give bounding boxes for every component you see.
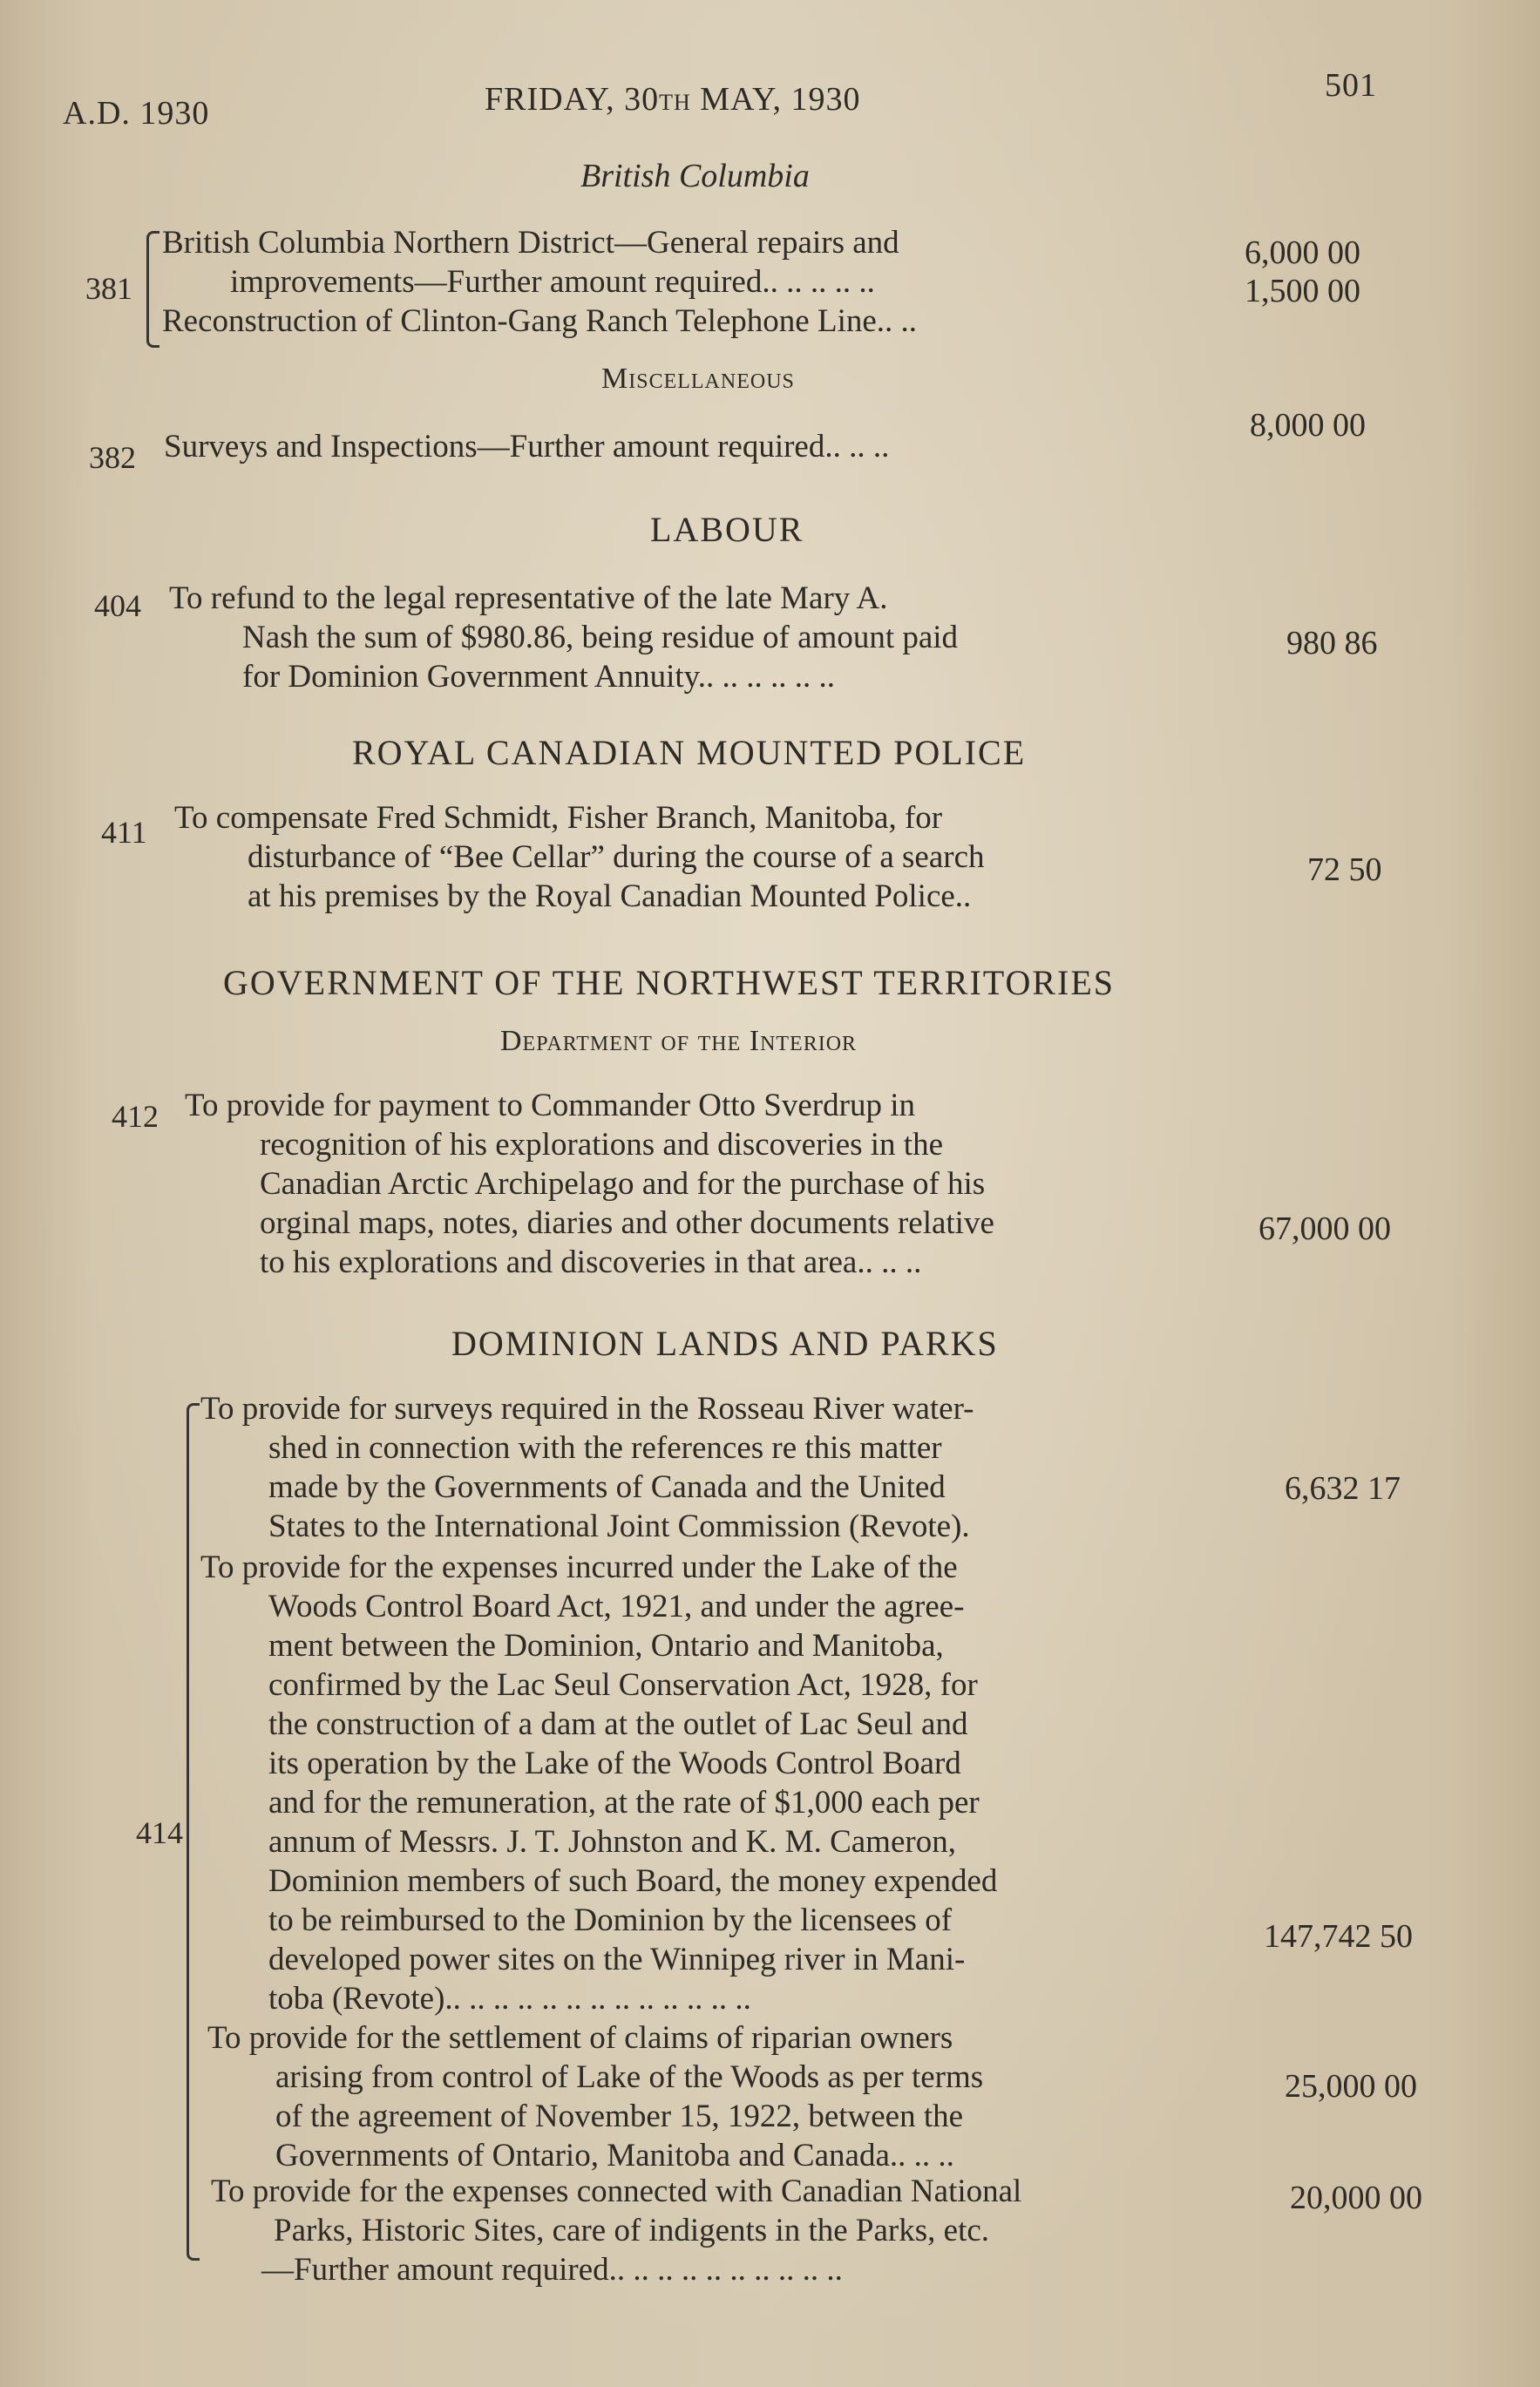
text-line: its operation by the Lake of the Woods Control Board: [268, 1746, 961, 1781]
section-heading-nwt: GOVERNMENT OF THE NORTHWEST TERRITORIES: [223, 963, 1116, 1002]
text-line: shed in connection with the references re this matter: [268, 1430, 942, 1466]
vote-404-text: [169, 579, 958, 696]
text-line: Canadian Arctic Archipelago and for the purchase of his: [260, 1166, 986, 1202]
brace: [187, 1403, 200, 2261]
section-heading-british-columbia: British Columbia: [580, 158, 810, 194]
vote-414-item-4: [211, 2172, 1021, 2289]
text-line: to be reimbursed to the Dominion by the licensees of: [268, 1902, 953, 1938]
amount-414-1: 6,632 17: [1285, 1470, 1401, 1507]
amount-381-b: 1,500 00: [1245, 273, 1360, 309]
text-line: the construction of a dam at the outlet of Lac Seul and: [268, 1706, 968, 1742]
amount-382: 8,000 00: [1250, 407, 1366, 444]
text-line: annum of Messrs. J. T. Johnston and K. M. Cameron,: [268, 1824, 956, 1860]
vote-414-item-1: [200, 1389, 974, 1546]
text-line: of the agreement of November 15, 1922, between the: [275, 2099, 964, 2134]
text-line: To provide for the settlement of claims of riparian owners: [207, 2020, 953, 2056]
text-line: Woods Control Board Act, 1921, and under the agree-: [268, 1589, 965, 1624]
amount-411: 72 50: [1307, 851, 1382, 888]
section-heading-miscellaneous: Miscellaneous: [601, 363, 795, 395]
text-line: To provide for the expenses connected with Canadian National: [211, 2173, 1022, 2209]
text-line: to his explorations and discoveries in that area.. .. ..: [260, 1244, 922, 1280]
text-line: orginal maps, notes, diaries and other documents relative: [260, 1205, 994, 1241]
vote-number-404: 404: [94, 588, 141, 623]
section-heading-labour: LABOUR: [650, 510, 804, 549]
vote-411-text: [174, 798, 985, 916]
text-line: developed power sites on the Winnipeg river in Mani-: [268, 1942, 966, 1977]
text-line: States to the International Joint Commission (Revote).: [268, 1509, 970, 1544]
vote-414-item-2: [200, 1548, 997, 2018]
header-year: A.D. 1930: [63, 95, 210, 132]
text-line: To provide for surveys required in the Rosseau River water-: [200, 1391, 974, 1427]
vote-381-text: [162, 223, 917, 341]
section-heading-rcmp: ROYAL CANADIAN MOUNTED POLICE: [352, 733, 1027, 772]
text-line: Nash the sum of $980.86, being residue of amount paid: [242, 620, 959, 655]
vote-number-412: 412: [112, 1099, 159, 1134]
amount-412: 67,000 00: [1258, 1210, 1391, 1247]
text-line: British Columbia Northern District—General repairs and: [162, 225, 899, 261]
text-line: improvements—Further amount required.. .. .. .. ..: [230, 264, 875, 300]
text-line: To provide for payment to Commander Otto Sverdrup in: [185, 1088, 915, 1123]
text-line: toba (Revote).. .. .. .. .. .. .. .. .. .. .. .. ..: [268, 1981, 751, 2017]
text-line: made by the Governments of Canada and the United: [268, 1469, 946, 1505]
page-number: 501: [1325, 67, 1377, 104]
vote-number-381: 381: [85, 271, 132, 306]
text-line: Governments of Ontario, Manitoba and Canada.. .. ..: [275, 2138, 954, 2173]
text-line: ment between the Dominion, Ontario and Manitoba,: [268, 1628, 944, 1664]
subheading-interior: Department of the Interior: [500, 1025, 858, 1057]
vote-number-411: 411: [101, 815, 147, 850]
amount-414-2: 147,742 50: [1264, 1918, 1413, 1955]
text-line: disturbance of “Bee Cellar” during the course of a search: [248, 839, 985, 875]
vote-382-text: Surveys and Inspections—Further amount required.. .. ..: [164, 429, 890, 465]
vote-414-item-3: [207, 2018, 983, 2175]
header-date: FRIDAY, 30TH MAY, 1930: [485, 81, 861, 118]
text-line: Parks, Historic Sites, care of indigents in the Parks, etc.: [274, 2213, 990, 2248]
text-line: arising from control of Lake of the Woods as per terms: [275, 2059, 984, 2095]
amount-381-a: 6,000 00: [1245, 234, 1360, 271]
vote-number-414: 414: [136, 1815, 183, 1850]
text-line: To refund to the legal representative of the late Mary A.: [169, 580, 888, 616]
text-line: To provide for the expenses incurred under the Lake of the: [200, 1550, 958, 1585]
brace: [146, 231, 159, 348]
vote-412-text: [185, 1086, 994, 1282]
section-heading-dlp: DOMINION LANDS AND PARKS: [451, 1324, 999, 1363]
text-line: at his premises by the Royal Canadian Mounted Police..: [248, 878, 972, 914]
amount-404: 980 86: [1286, 625, 1378, 661]
text-line: for Dominion Government Annuity.. .. .. .. .. ..: [242, 659, 835, 695]
text-line: To compensate Fred Schmidt, Fisher Branch, Manitoba, for: [174, 800, 943, 836]
text-line: and for the remuneration, at the rate of $1,000 each per: [268, 1785, 980, 1821]
text-line: —Further amount required.. .. .. .. .. .. .. .. .. ..: [261, 2252, 843, 2288]
amount-414-3: 25,000 00: [1285, 2068, 1417, 2105]
text-line: Reconstruction of Clinton-Gang Ranch Telephone Line.. ..: [162, 303, 918, 339]
amount-414-4: 20,000 00: [1290, 2180, 1422, 2216]
text-line: Dominion members of such Board, the money expended: [268, 1863, 998, 1899]
text-line: confirmed by the Lac Seul Conservation Act, 1928, for: [268, 1667, 978, 1703]
vote-number-382: 382: [89, 440, 136, 475]
text-line: recognition of his explorations and discoveries in the: [260, 1127, 944, 1163]
